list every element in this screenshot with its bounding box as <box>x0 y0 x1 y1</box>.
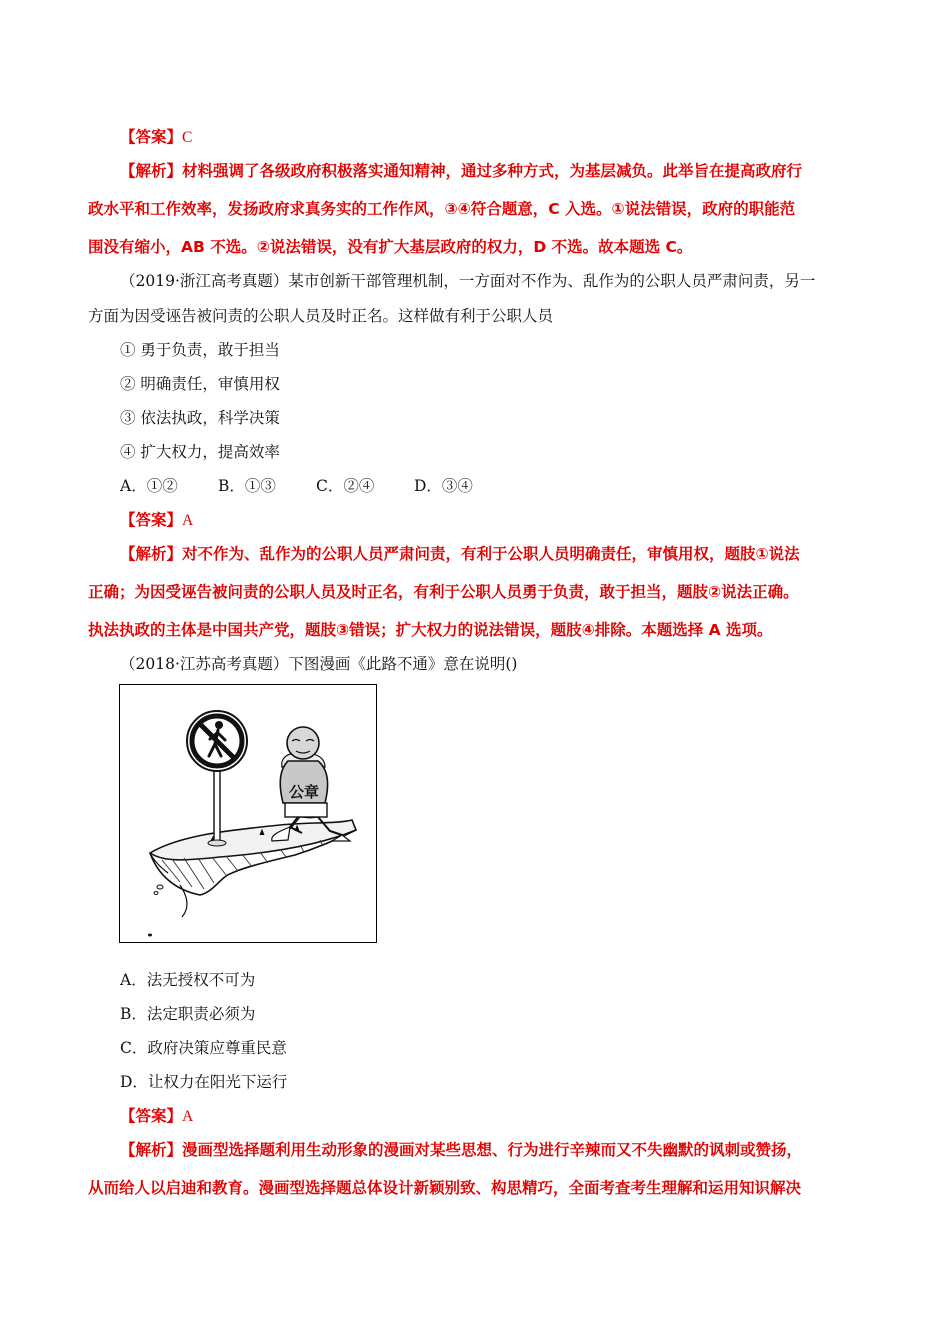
q2-options <box>120 476 512 496</box>
q3-option-a: A．法无授权不可为 <box>120 971 256 989</box>
q3-option-c: C．政府决策应尊重民意 <box>120 1039 287 1057</box>
q1-analysis-line-2: 政水平和工作效率，发扬政府求真务实的工作作风，③④符合题意，C 入选。①说法错误，政府的职能范 <box>88 200 796 218</box>
answer-value: A <box>182 512 194 529</box>
q2-analysis-line-3: 执法执政的主体是中国共产党，题肢③错误；扩大权力的说法错误，题肢④排除。本题选择 A 选项。 <box>88 621 773 639</box>
q2-option-b: B．①③ <box>218 477 276 495</box>
answer-value: A <box>182 1108 194 1125</box>
q3-analysis-line-1: 【解析】漫画型选择题利用生动形象的漫画对某些思想、行为进行辛辣而又不失幽默的讽刺或赞扬， <box>120 1141 803 1159</box>
q1-answer <box>120 127 192 148</box>
q2-option-c: C．②④ <box>316 477 375 495</box>
q3-option-d: D．让权力在阳光下运行 <box>120 1073 288 1091</box>
q2-stem-line-2: 方面为因受诬告被问责的公职人员及时正名。这样做有利于公职人员 <box>88 307 554 325</box>
answer-label: 【答案】 <box>120 511 183 529</box>
q2-analysis-line-2: 正确；为因受诬告被问责的公职人员及时正名，有利于公职人员勇于负责，敢于担当，题肢②说法正确。 <box>88 583 799 601</box>
analysis-label: 【解析】 <box>120 162 183 180</box>
q2-stem-line-1: （2019·浙江高考真题）某市创新干部管理机制，一方面对不作为、乱作为的公职人员严肃问责，另一 <box>120 272 816 290</box>
q2-item-2: ② 明确责任，审慎用权 <box>120 375 280 393</box>
q1-analysis-line-1: 【解析】材料强调了各级政府积极落实通知精神，通过多种方式，为基层减负。此举旨在提高政府行 <box>120 162 803 180</box>
cartoon-seal-text: 公章 <box>288 783 320 801</box>
answer-value: C <box>182 129 193 146</box>
q3-analysis-line-2: 从而给人以启迪和教育。漫画型选择题总体设计新颖别致、构思精巧，全面考查考生理解和运用知识解决 <box>88 1179 802 1197</box>
answer-label: 【答案】 <box>120 1107 183 1125</box>
answer-label: 【答案】 <box>120 128 183 146</box>
cartoon-no-way-through <box>119 684 377 943</box>
q2-answer <box>120 510 193 531</box>
q2-option-a: A．①② <box>120 477 178 495</box>
analysis-label: 【解析】 <box>120 545 183 563</box>
q2-analysis-line-1: 【解析】对不作为、乱作为的公职人员严肃问责，有利于公职人员明确责任，审慎用权，题肢①说法 <box>120 545 800 563</box>
cartoon-illustration <box>120 685 376 942</box>
q2-item-3: ③ 依法执政，科学决策 <box>120 409 280 427</box>
q2-option-d: D．③④ <box>414 477 473 495</box>
q2-item-4: ④ 扩大权力，提高效率 <box>120 443 280 461</box>
q3-option-b: B．法定职责必须为 <box>120 1005 256 1023</box>
analysis-label: 【解析】 <box>120 1141 183 1159</box>
q3-answer <box>120 1106 193 1127</box>
q3-stem: （2018·江苏高考真题）下图漫画《此路不通》意在说明() <box>120 655 518 673</box>
q2-item-1: ① 勇于负责，敢于担当 <box>120 341 280 359</box>
q1-analysis-line-3: 围没有缩小，AB 不选。②说法错误，没有扩大基层政府的权力，D 不选。故本题选 C。 <box>88 238 693 256</box>
